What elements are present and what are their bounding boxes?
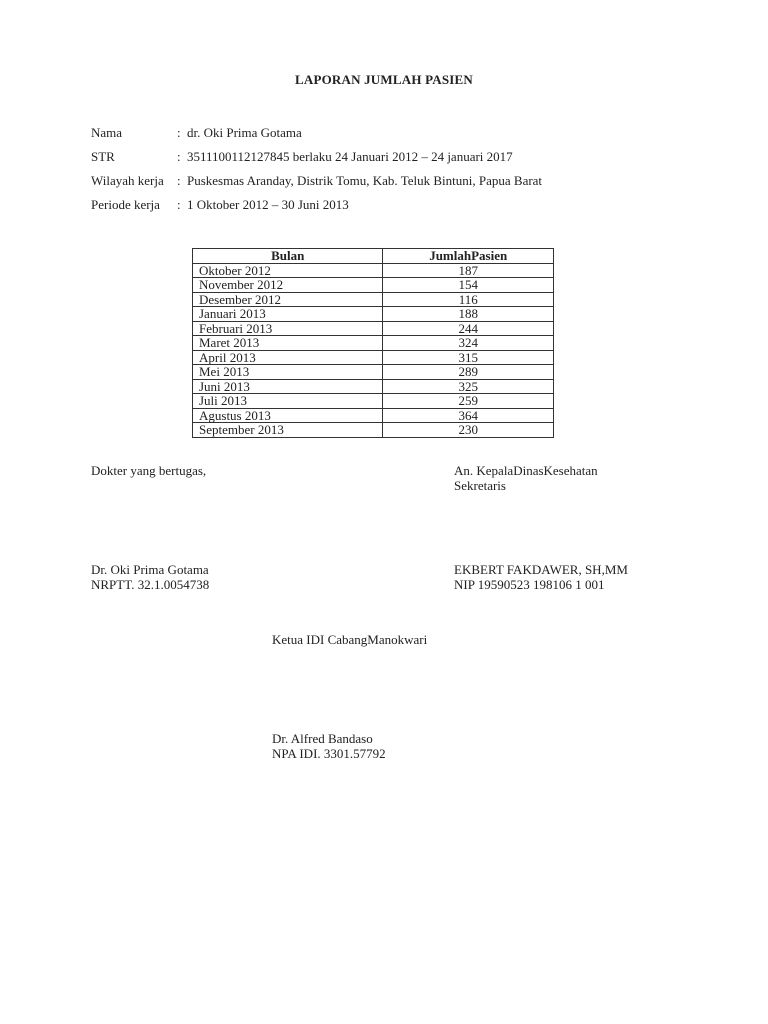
count-cell: 116 xyxy=(383,292,554,307)
info-separator: : xyxy=(177,149,181,164)
table-row xyxy=(193,423,554,438)
table-row xyxy=(193,394,554,409)
count-cell: 188 xyxy=(383,307,554,322)
table-row xyxy=(193,263,554,278)
column-header-bulan: Bulan xyxy=(193,249,383,264)
info-label-wilayah: Wilayah kerja xyxy=(91,173,164,188)
column-header-jumlah: JumlahPasien xyxy=(383,249,554,264)
page-title: LAPORAN JUMLAH PASIEN xyxy=(294,72,474,87)
center-signature-heading: Ketua IDI CabangManokwari xyxy=(272,632,428,647)
table-row xyxy=(193,321,554,336)
month-cell: Juli 2013 xyxy=(193,394,383,409)
count-cell: 230 xyxy=(383,423,554,438)
table-row xyxy=(193,350,554,365)
right-signer-id: NIP 19590523 198106 1 001 xyxy=(454,577,605,592)
left-signer-id: NRPTT. 32.1.0054738 xyxy=(91,577,210,592)
table-row xyxy=(193,278,554,293)
info-label-str: STR xyxy=(91,149,115,164)
table-row xyxy=(193,292,554,307)
table-row xyxy=(193,336,554,351)
month-cell: April 2013 xyxy=(193,350,383,365)
patient-table xyxy=(192,248,554,438)
month-cell: Januari 2013 xyxy=(193,307,383,322)
month-cell: Desember 2012 xyxy=(193,292,383,307)
count-cell: 154 xyxy=(383,278,554,293)
info-label-nama: Nama xyxy=(91,125,123,140)
info-separator: : xyxy=(177,197,181,212)
count-cell: 244 xyxy=(383,321,554,336)
month-cell: Februari 2013 xyxy=(193,321,383,336)
month-cell: Oktober 2012 xyxy=(193,263,383,278)
month-cell: November 2012 xyxy=(193,278,383,293)
right-signature-subheading: Sekretaris xyxy=(454,478,506,493)
right-signature-heading: An. KepalaDinasKesehatan xyxy=(454,463,598,478)
count-cell: 259 xyxy=(383,394,554,409)
left-signer-name: Dr. Oki Prima Gotama xyxy=(91,562,209,577)
info-label-periode: Periode kerja xyxy=(91,197,160,212)
info-separator: : xyxy=(177,125,181,140)
info-value-str: 3511100112127845 berlaku 24 Januari 2012 – 24 januari 2017 xyxy=(187,149,513,164)
month-cell: September 2013 xyxy=(193,423,383,438)
month-cell: Maret 2013 xyxy=(193,336,383,351)
count-cell: 289 xyxy=(383,365,554,380)
table-row xyxy=(193,307,554,322)
left-signature-heading: Dokter yang bertugas, xyxy=(91,463,207,478)
info-value-wilayah: Puskesmas Aranday, Distrik Tomu, Kab. Teluk Bintuni, Papua Barat xyxy=(187,173,543,188)
count-cell: 315 xyxy=(383,350,554,365)
count-cell: 364 xyxy=(383,408,554,423)
count-cell: 324 xyxy=(383,336,554,351)
center-signer-name: Dr. Alfred Bandaso xyxy=(272,731,373,746)
table-row xyxy=(193,365,554,380)
table-header-row xyxy=(193,249,554,264)
month-cell: Juni 2013 xyxy=(193,379,383,394)
count-cell: 325 xyxy=(383,379,554,394)
info-value-periode: 1 Oktober 2012 – 30 Juni 2013 xyxy=(187,197,349,212)
info-value-nama: dr. Oki Prima Gotama xyxy=(187,125,302,140)
table-row xyxy=(193,408,554,423)
month-cell: Agustus 2013 xyxy=(193,408,383,423)
right-signer-name: EKBERT FAKDAWER, SH,MM xyxy=(454,562,628,577)
count-cell: 187 xyxy=(383,263,554,278)
info-separator: : xyxy=(177,173,181,188)
table-row xyxy=(193,379,554,394)
center-signer-id: NPA IDI. 3301.57792 xyxy=(272,746,386,761)
month-cell: Mei 2013 xyxy=(193,365,383,380)
